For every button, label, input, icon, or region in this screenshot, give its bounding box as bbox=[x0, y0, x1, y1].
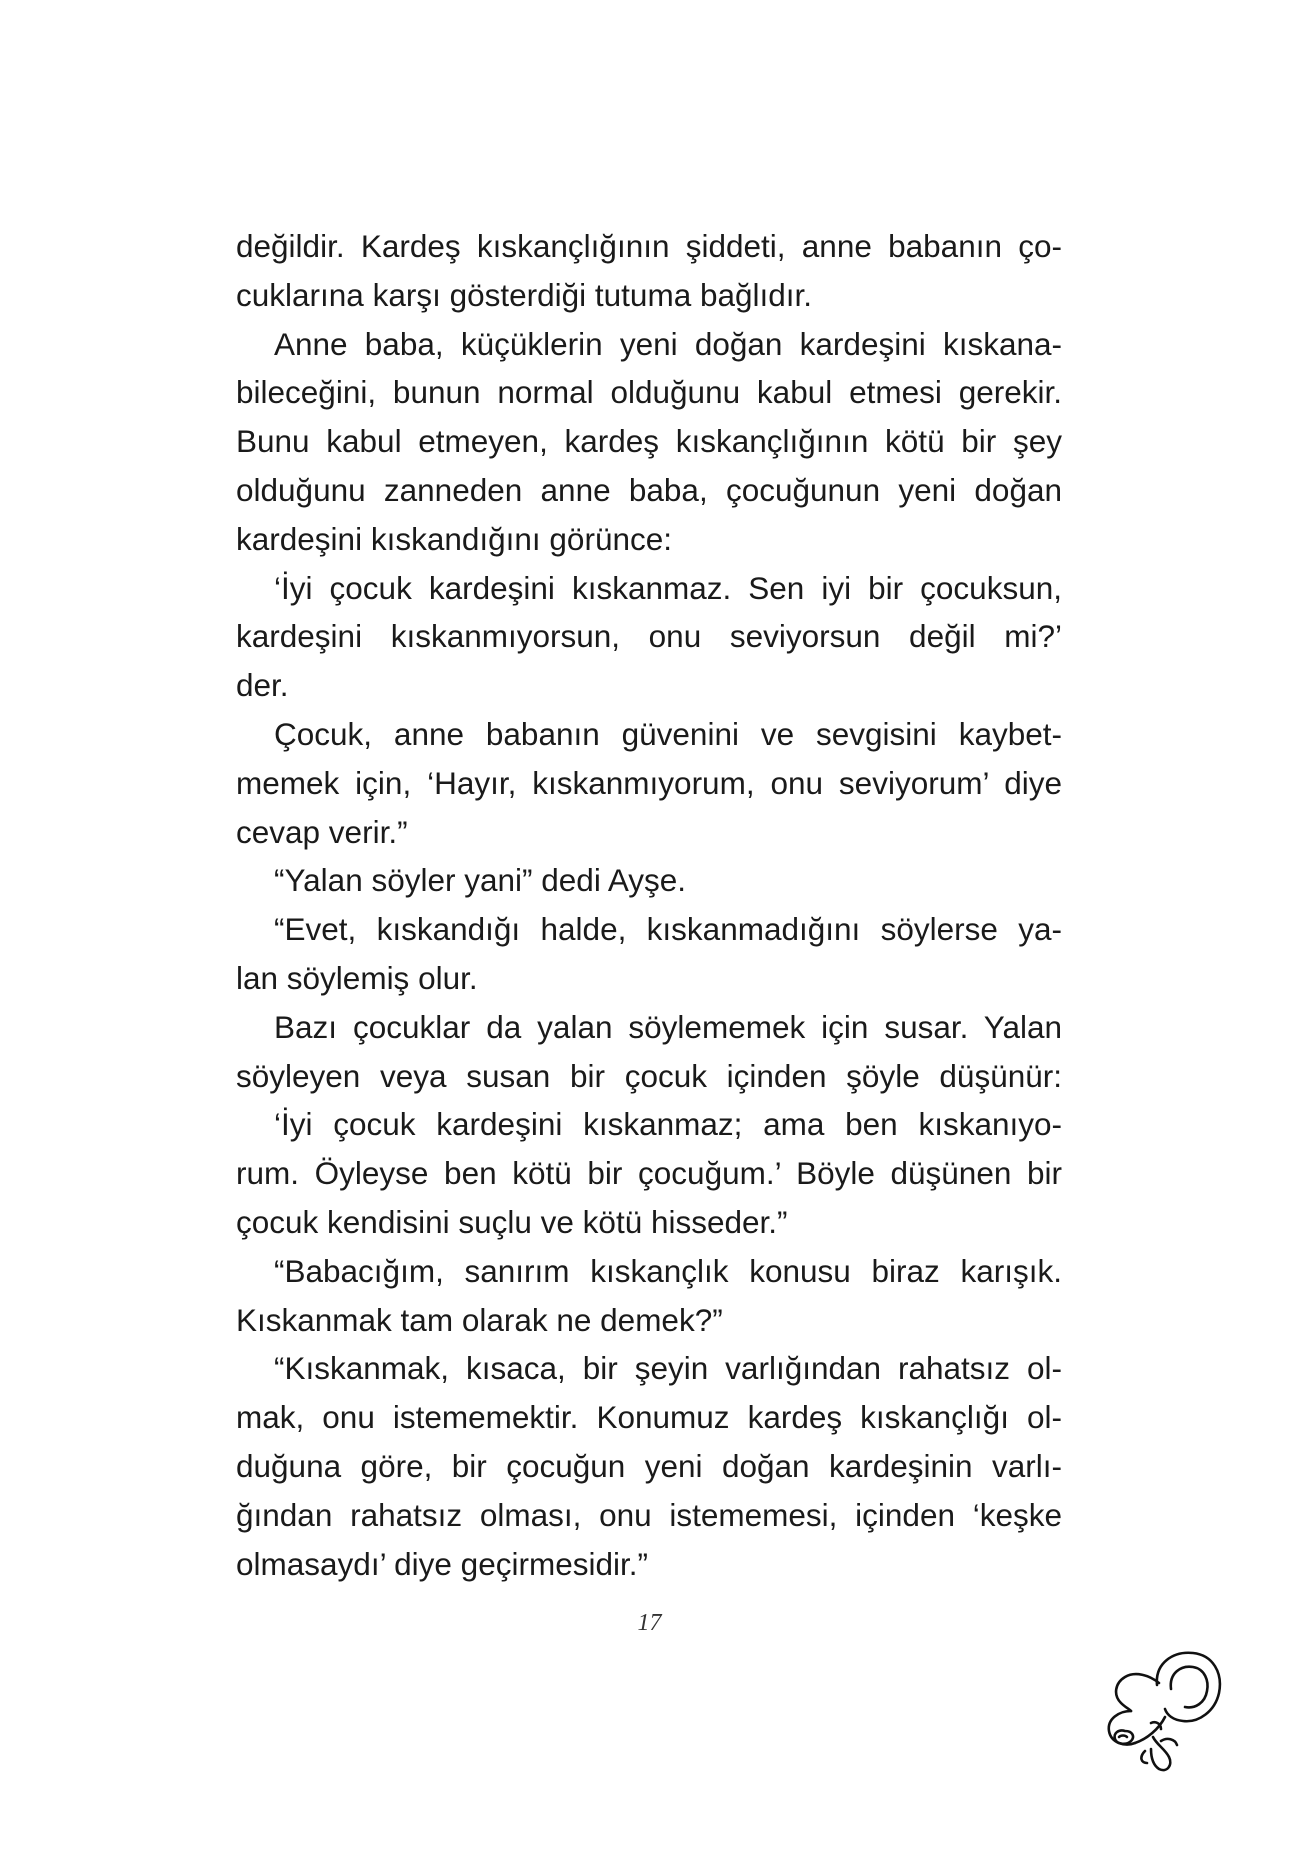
page-body-text bbox=[236, 222, 1062, 1588]
text-line: cevap verir.” bbox=[236, 813, 408, 850]
text-line: duğuna göre, bir çocuğun yeni doğan kardeşinin varlı- bbox=[236, 1447, 1062, 1484]
text-line: olmasaydı’ diye geçirmesidir.” bbox=[236, 1545, 648, 1582]
text-line: ğından rahatsız olması, onu istememesi, içinden ‘keşke bbox=[236, 1496, 1062, 1533]
text-line: çocuk kendisini suçlu ve kötü hisseder.” bbox=[236, 1203, 788, 1240]
text-line: kardeşini kıskanmıyorsun, onu seviyorsun değil mi?’ bbox=[236, 618, 1062, 655]
text-line: ‘İyi çocuk kardeşini kıskanmaz; ama ben kıskanıyo- bbox=[274, 1106, 1062, 1143]
text-line: değildir. Kardeş kıskançlığının şiddeti, anne babanın ço- bbox=[236, 228, 1062, 264]
page-number: 17 bbox=[637, 1610, 662, 1636]
text-line: der. bbox=[236, 667, 289, 704]
text-line: “Babacığım, sanırım kıskançlık konusu biraz karışık. bbox=[274, 1252, 1062, 1289]
text-line: cuklarına karşı gösterdiği tutuma bağlıdır. bbox=[236, 276, 813, 313]
text-line: memek için, ‘Hayır, kıskanmıyorum, onu seviyorum’ diye bbox=[236, 764, 1062, 801]
text-line: “Kıskanmak, kısaca, bir şeyin varlığından rahatsız ol- bbox=[274, 1350, 1062, 1387]
text-line: mak, onu istememektir. Konumuz kardeş kıskançlığı ol- bbox=[236, 1399, 1062, 1436]
text-line: söyleyen veya susan bir çocuk içinden şöyle düşünür: bbox=[236, 1057, 1062, 1094]
text-line: rum. Öyleyse ben kötü bir çocuğum.’ Böyle düşünen bir bbox=[236, 1155, 1062, 1192]
text-line: Kıskanmak tam olarak ne demek?” bbox=[236, 1301, 723, 1338]
text-line: Anne baba, küçüklerin yeni doğan kardeşini kıskana- bbox=[274, 325, 1062, 362]
text-line: “Yalan söyler yani” dedi Ayşe. bbox=[274, 862, 687, 899]
text-line: kardeşini kıskandığını görünce: bbox=[236, 520, 673, 557]
text-line: lan söylemiş olur. bbox=[236, 959, 478, 996]
text-line: Bazı çocuklar da yalan söylememek için susar. Yalan bbox=[274, 1008, 1062, 1045]
text-line: Çocuk, anne babanın güvenini ve sevgisini kaybet- bbox=[274, 715, 1062, 752]
pacifier-icon bbox=[1095, 1645, 1225, 1785]
text-line: “Evet, kıskandığı halde, kıskanmadığını söylerse ya- bbox=[274, 911, 1062, 948]
text-line: ‘İyi çocuk kardeşini kıskanmaz. Sen iyi bir çocuksun, bbox=[274, 569, 1062, 606]
text-line: Bunu kabul etmeyen, kardeş kıskançlığının kötü bir şey bbox=[236, 423, 1062, 460]
text-line: bileceğini, bunun normal olduğunu kabul etmesi gerekir. bbox=[236, 374, 1062, 411]
text-line: olduğunu zanneden anne baba, çocuğunun yeni doğan bbox=[236, 471, 1062, 508]
